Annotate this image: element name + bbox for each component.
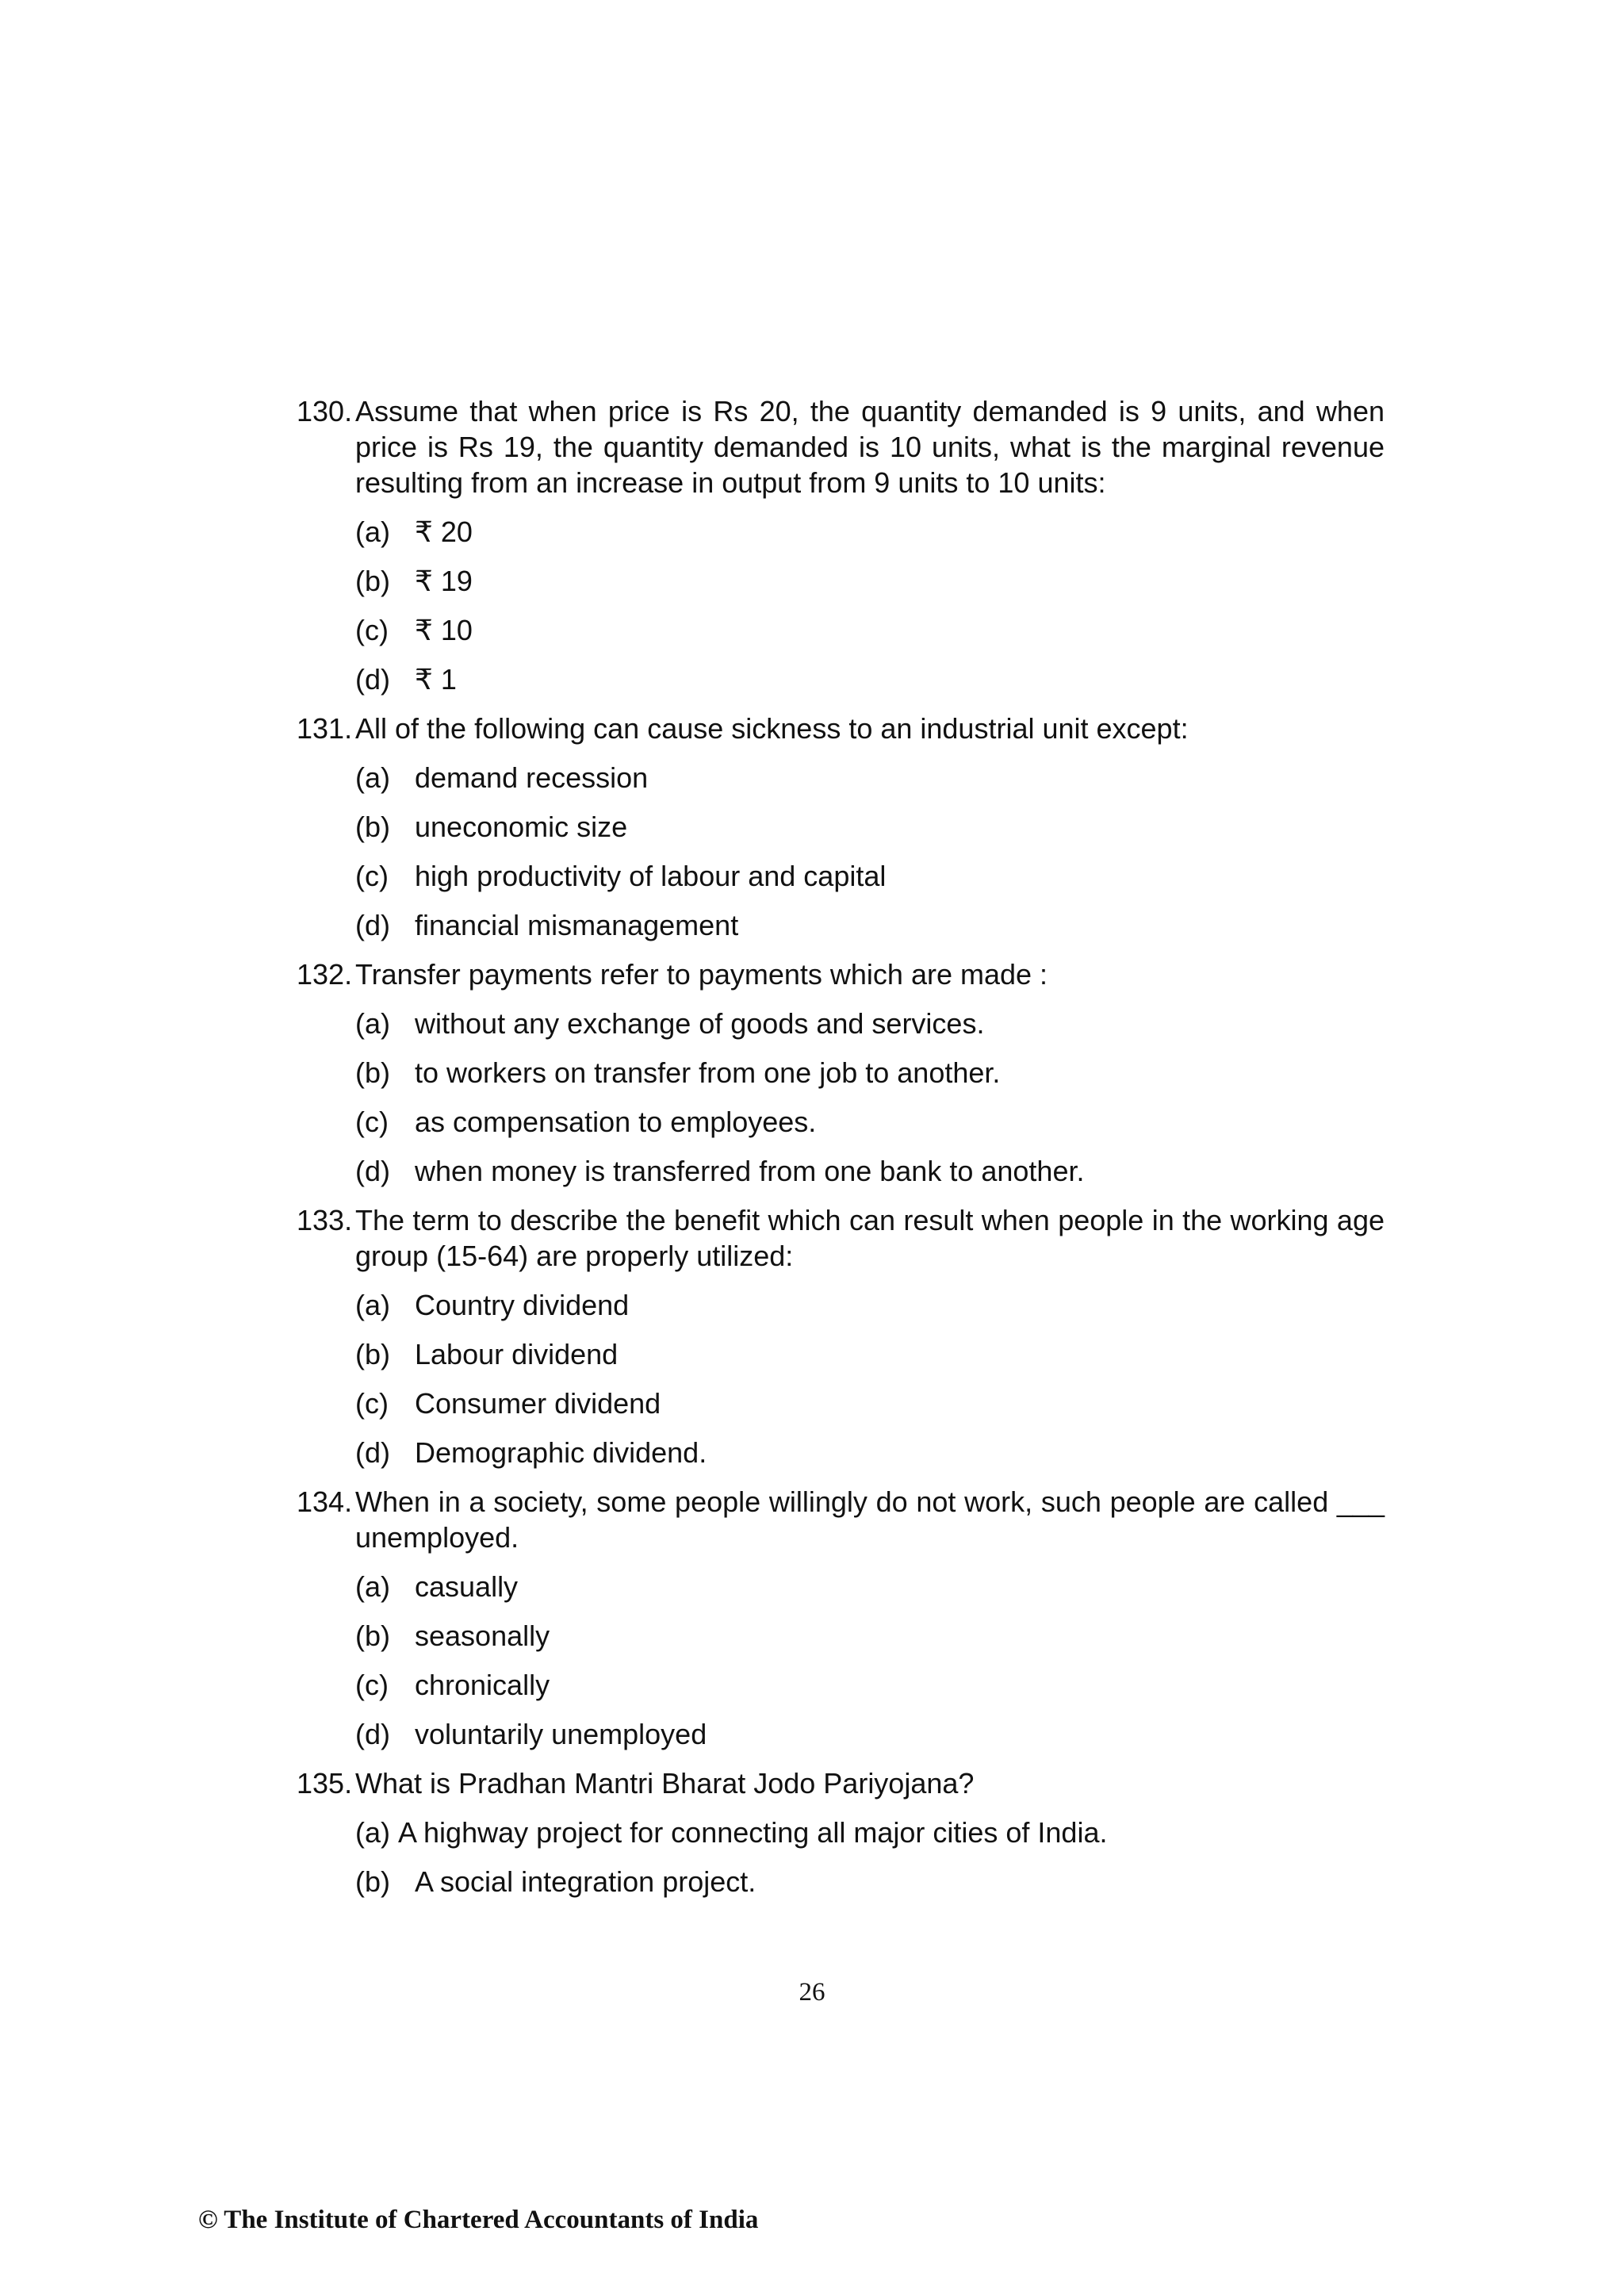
answer-option <box>355 1569 1385 1604</box>
question-item <box>297 1202 1385 1470</box>
copyright-footer: © The Institute of Chartered Accountants of India <box>198 2206 759 2234</box>
answer-option <box>355 760 1385 795</box>
question-stem <box>297 393 1385 500</box>
answer-option <box>355 1104 1385 1140</box>
answer-option <box>355 907 1385 943</box>
answer-option <box>355 1667 1385 1703</box>
answer-option <box>355 1618 1385 1654</box>
answer-option <box>355 661 1385 697</box>
question-item <box>297 1765 1385 1899</box>
option-text: ₹ 19 <box>415 565 473 597</box>
option-text: when money is transferred from one bank to another. <box>415 1155 1085 1187</box>
option-letter: (b) <box>355 811 390 843</box>
option-letter: (b) <box>355 1338 390 1370</box>
option-letter: (a) <box>355 1007 390 1040</box>
option-text: seasonally <box>415 1619 550 1652</box>
option-letter: (a) <box>355 1289 390 1321</box>
question-text: Assume that when price is Rs 20, the quantity demanded is 9 units, and when price is Rs 19, the quantity demanded is 10 units, what is the marginal revenue resulting from an increase in output from 9 units to 10 units: <box>355 395 1385 499</box>
option-text: as compensation to employees. <box>415 1106 817 1138</box>
option-text: financial mismanagement <box>415 909 739 941</box>
question-stem <box>297 711 1385 746</box>
question-text: The term to describe the benefit which can result when people in the working age group (15-64) are properly utilized: <box>355 1204 1385 1272</box>
option-text: ₹ 1 <box>415 663 457 696</box>
page-number: 26 <box>799 1978 825 2007</box>
option-text: A social integration project. <box>415 1865 756 1898</box>
question-number: 132. <box>297 958 353 991</box>
option-letter: (d) <box>355 1718 390 1750</box>
answer-option <box>355 1716 1385 1752</box>
answer-option <box>355 1153 1385 1189</box>
option-letter: (a) <box>355 516 390 548</box>
option-letter: (c) <box>355 1387 389 1420</box>
option-letter: (c) <box>355 1106 389 1138</box>
option-letter: (b) <box>355 1865 390 1898</box>
option-letter: (b) <box>355 1056 390 1089</box>
answer-option <box>355 809 1385 845</box>
question-number: 135. <box>297 1767 353 1800</box>
option-letter: (d) <box>355 1155 390 1187</box>
option-text: Country dividend <box>415 1289 630 1321</box>
option-letter: (a) <box>355 1570 390 1603</box>
question-item <box>297 1484 1385 1752</box>
question-text: Transfer payments refer to payments which are made : <box>355 958 1048 991</box>
question-item <box>297 956 1385 1189</box>
option-text: to workers on transfer from one job to another. <box>415 1056 1001 1089</box>
question-stem <box>297 1484 1385 1555</box>
answer-option <box>355 612 1385 648</box>
option-list <box>355 1006 1385 1189</box>
question-stem <box>297 1202 1385 1274</box>
option-letter: (c) <box>355 860 389 892</box>
question-list <box>297 393 1385 1913</box>
answer-option <box>355 1336 1385 1372</box>
option-text: voluntarily unemployed <box>415 1718 707 1750</box>
option-letter: (b) <box>355 565 390 597</box>
question-stem <box>297 1765 1385 1801</box>
question-number: 134. <box>297 1485 353 1518</box>
option-letter: (a) <box>355 761 390 794</box>
question-number: 133. <box>297 1204 353 1236</box>
option-letter: (d) <box>355 909 390 941</box>
question-stem <box>297 956 1385 992</box>
option-letter: (c) <box>355 614 389 646</box>
answer-option <box>355 858 1385 894</box>
option-text: chronically <box>415 1669 550 1701</box>
option-text: demand recession <box>415 761 649 794</box>
option-text: Demographic dividend. <box>415 1436 707 1469</box>
answer-option <box>355 1386 1385 1421</box>
option-text: A highway project for connecting all major cities of India. <box>398 1816 1108 1849</box>
answer-option <box>355 1055 1385 1091</box>
option-letter: (d) <box>355 1436 390 1469</box>
option-letter: (a) <box>355 1816 390 1849</box>
option-list <box>355 1569 1385 1752</box>
option-text: casually <box>415 1570 519 1603</box>
question-text: When in a society, some people willingly do not work, such people are called ___ unemployed. <box>355 1485 1385 1554</box>
question-number: 131. <box>297 712 353 745</box>
option-text: uneconomic size <box>415 811 628 843</box>
option-text: Labour dividend <box>415 1338 619 1370</box>
option-text: ₹ 10 <box>415 614 473 646</box>
option-letter: (d) <box>355 663 390 696</box>
option-letter: (b) <box>355 1619 390 1652</box>
option-letter: (c) <box>355 1669 389 1701</box>
option-text: ₹ 20 <box>415 516 473 548</box>
option-list <box>355 760 1385 943</box>
answer-option <box>355 563 1385 599</box>
question-text: All of the following can cause sickness to an industrial unit except: <box>355 712 1189 745</box>
question-text: What is Pradhan Mantri Bharat Jodo Pariyojana? <box>355 1767 975 1800</box>
option-text: high productivity of labour and capital <box>415 860 887 892</box>
question-item <box>297 393 1385 697</box>
option-list <box>355 1287 1385 1470</box>
option-list <box>355 514 1385 697</box>
answer-option <box>355 1006 1385 1041</box>
option-text: Consumer dividend <box>415 1387 661 1420</box>
answer-option <box>355 1815 1385 1850</box>
answer-option <box>355 1435 1385 1470</box>
answer-option <box>355 1864 1385 1899</box>
option-text: without any exchange of goods and services. <box>415 1007 985 1040</box>
question-number: 130. <box>297 395 353 427</box>
question-item <box>297 711 1385 943</box>
answer-option <box>355 514 1385 550</box>
answer-option <box>355 1287 1385 1323</box>
option-list <box>355 1815 1385 1899</box>
